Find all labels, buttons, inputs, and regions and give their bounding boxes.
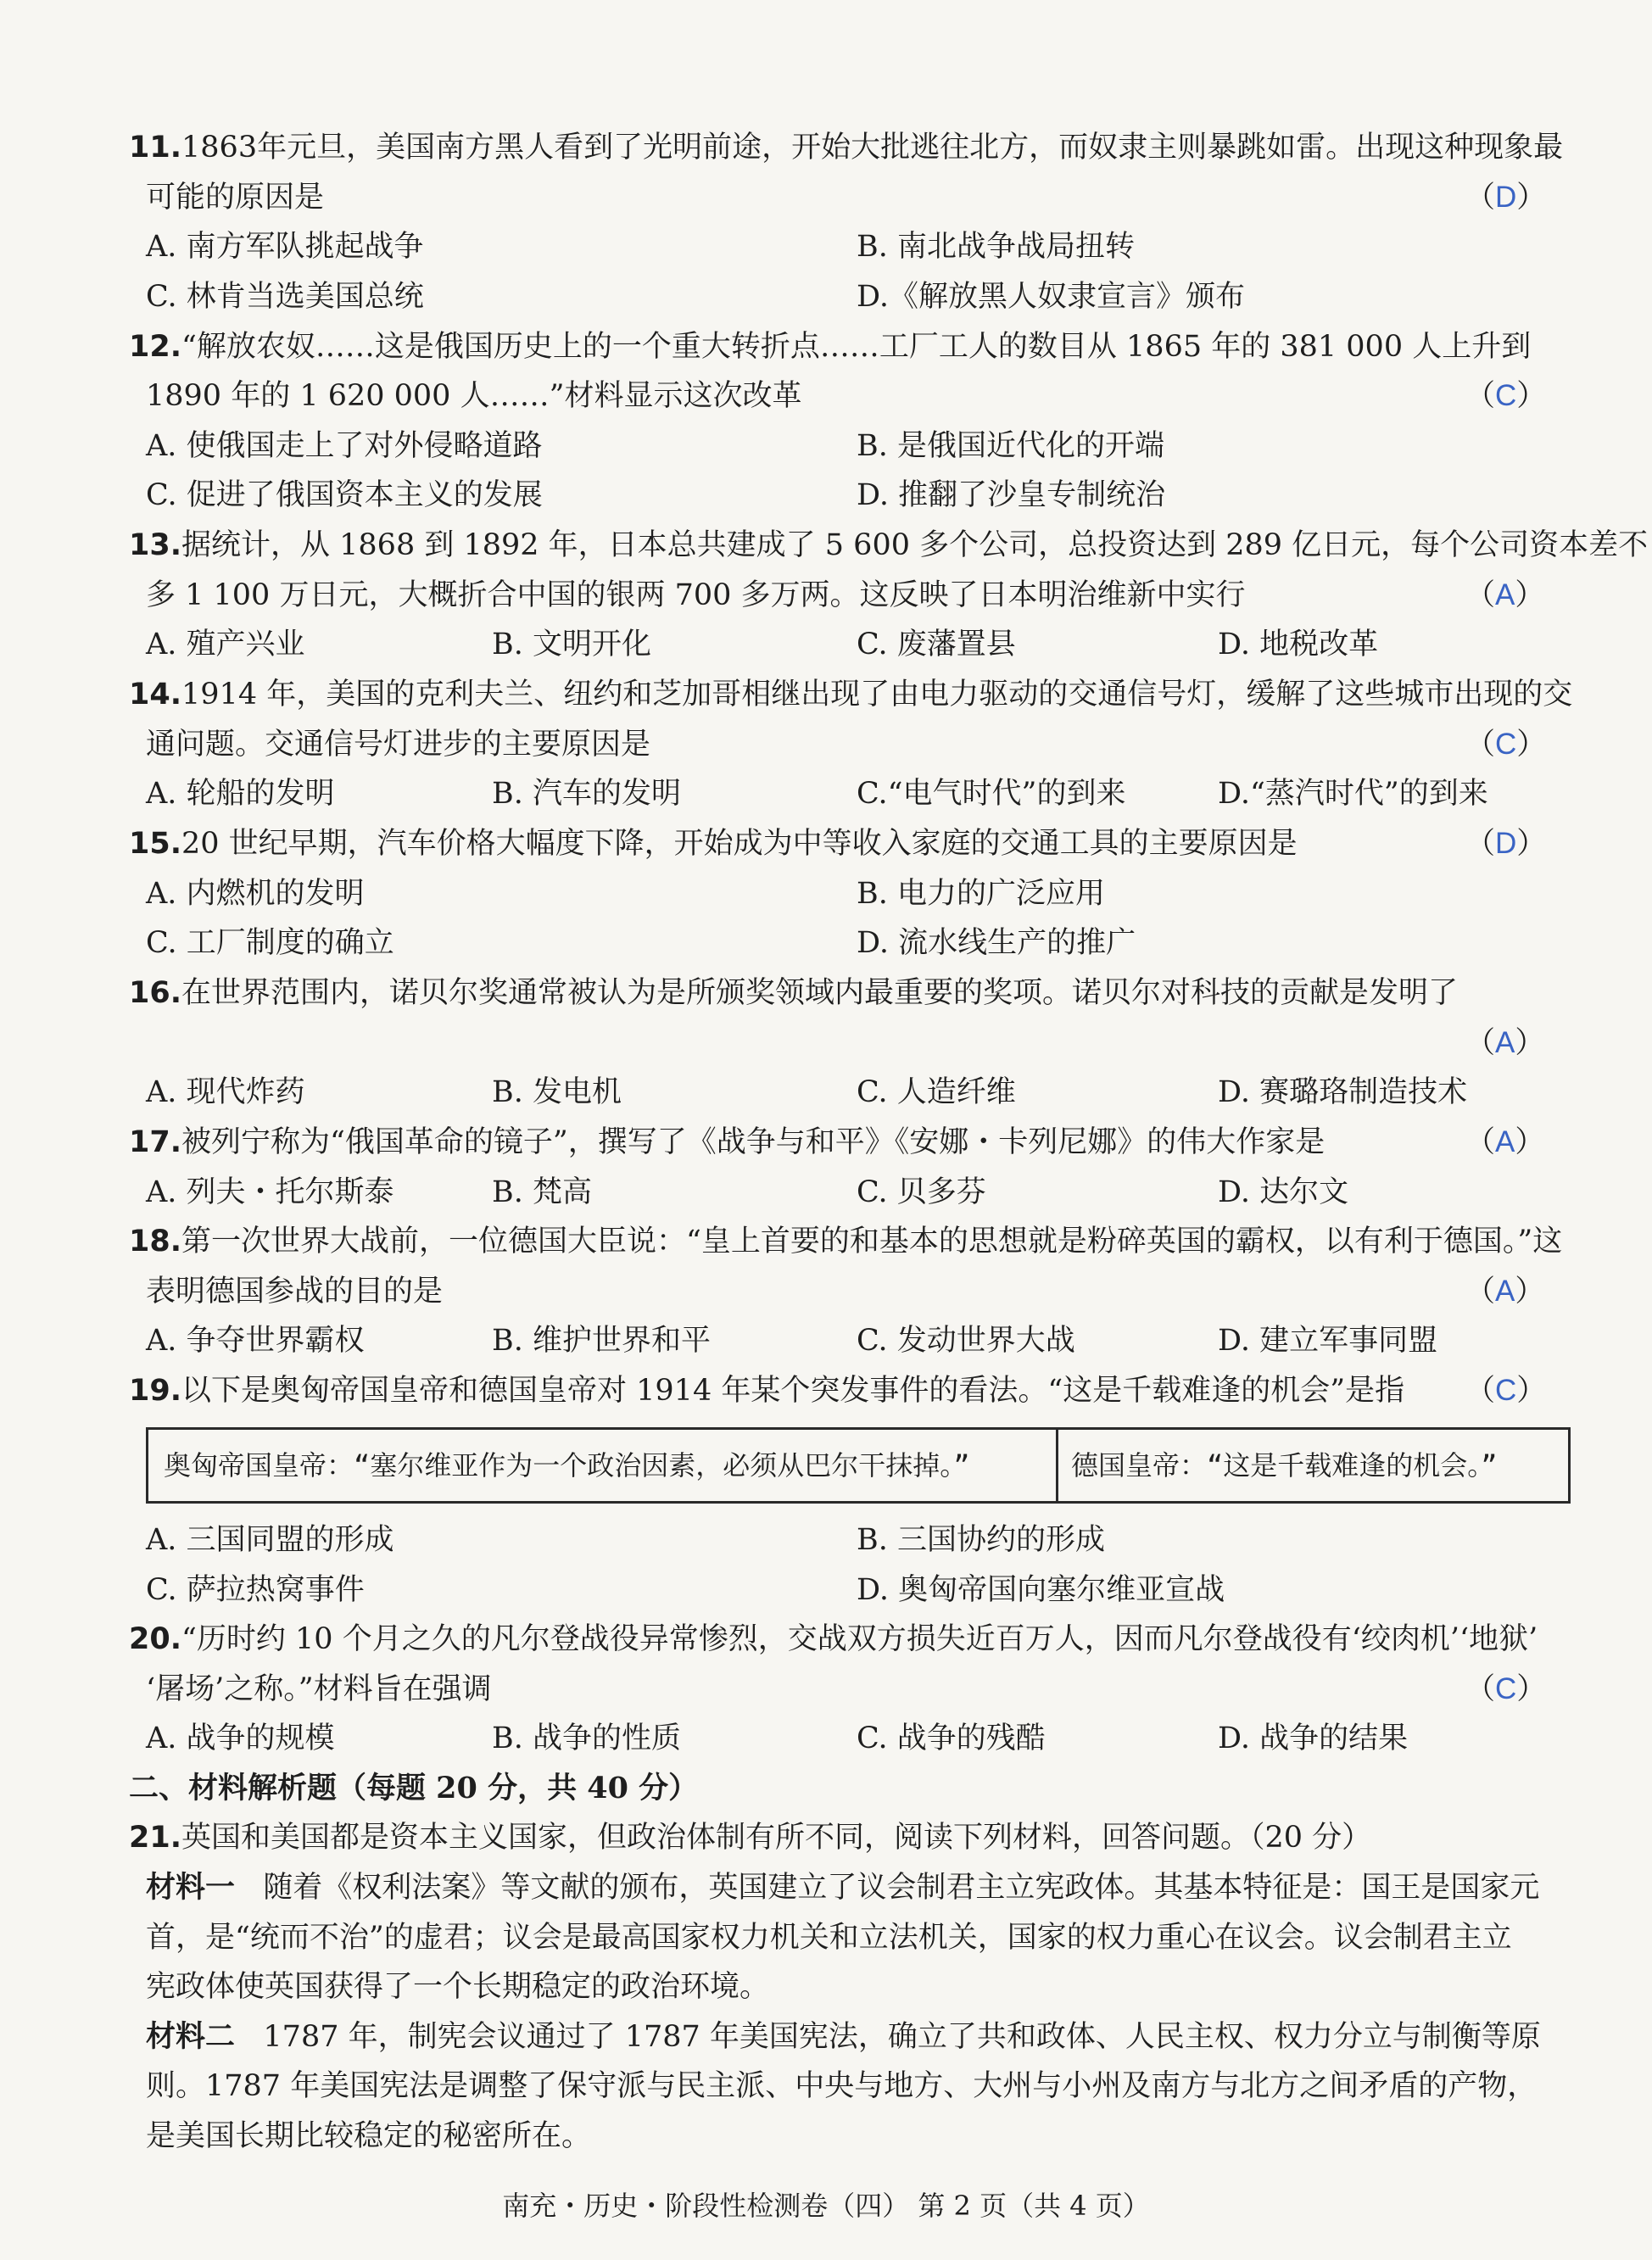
question-13-answer: （A）: [1465, 578, 1545, 612]
option: B. 维护世界和平: [492, 1324, 711, 1358]
option: B. 汽车的发明: [492, 777, 681, 811]
question-14-line-1: 14.1914 年，美国的克利夫兰、纽约和芝加哥相继出现了由电力驱动的交通信号灯，缓解了这些城市出现的交: [129, 678, 1573, 711]
question-15-line-1: 15.20 世纪早期，汽车价格大幅度下降，开始成为中等收入家庭的交通工具的主要原因是: [129, 827, 1298, 861]
question-13-line-2: 多 1 100 万日元，大概折合中国的银两 700 多万两。这反映了日本明治维新中实行: [146, 578, 1246, 612]
option: D. 推翻了沙皇专制统治: [857, 478, 1166, 512]
option: C. 贝多芬: [857, 1175, 986, 1209]
option: C. 促进了俄国资本主义的发展: [146, 478, 543, 512]
option: D. 建立军事同盟: [1218, 1324, 1438, 1358]
material-2-line-2: 则。1787 年美国宪法是调整了保守派与民主派、中央与地方、大州与小州及南方与北方之间矛盾的产物，: [146, 2069, 1538, 2103]
option: A. 轮船的发明: [146, 777, 335, 811]
quote-divider: [1056, 1430, 1058, 1501]
material-2-line-3: 是美国长期比较稳定的秘密所在。: [146, 2119, 592, 2153]
option: A. 殖产兴业: [146, 628, 305, 661]
option: B. 发电机: [492, 1075, 622, 1109]
question-20-line-2: ‘屠场’之称。”材料旨在强调: [146, 1672, 492, 1706]
question-16-line-1: 16.在世界范围内，诺贝尔奖通常被认为是所颁奖领域内最重要的奖项。诺贝尔对科技的贡献是发明了: [129, 976, 1459, 1010]
question-13-line-1: 13.据统计，从 1868 到 1892 年，日本总共建成了 5 600 多个公司，总投资达到 289 亿日元，每个公司资本差不: [129, 528, 1649, 562]
option: C. 废藩置县: [857, 628, 1016, 661]
option: C. 萨拉热窝事件: [146, 1573, 365, 1607]
option: B. 文明开化: [492, 628, 651, 661]
material-1-line-1: 材料一 随着《权利法案》等文献的颁布，英国建立了议会制君主立宪政体。其基本特征是：国王是国家元: [146, 1870, 1540, 1905]
question-20-answer: （C）: [1465, 1672, 1547, 1706]
option: C. 林肯当选美国总统: [146, 280, 424, 314]
question-17-line-1: 17.被列宁称为“俄国革命的镜子”，撰写了《战争与和平》《安娜・卡列尼娜》的伟大作家是: [129, 1125, 1326, 1159]
option: D. 地税改革: [1218, 628, 1379, 661]
question-19-answer: （C）: [1465, 1374, 1547, 1408]
option: C. 发动世界大战: [857, 1324, 1075, 1358]
question-11-answer: （D）: [1465, 181, 1547, 215]
option: D. 流水线生产的推广: [857, 926, 1136, 960]
option: B. 是俄国近代化的开端: [857, 429, 1164, 463]
question-16-answer: （A）: [1465, 1026, 1545, 1060]
option: D. 达尔文: [1218, 1175, 1349, 1209]
material-1-line-2: 首，是“统而不治”的虚君；议会是最高国家权力机关和立法机关，国家的权力重心在议会。议会制君主立: [146, 1921, 1512, 1955]
question-14-answer: （C）: [1465, 728, 1547, 762]
option: C. 人造纤维: [857, 1075, 1016, 1109]
option: C. 战争的残酷: [857, 1722, 1046, 1755]
page-footer: 南充・历史・阶段性检测卷（四） 第 2 页（共 4 页）: [502, 2190, 1150, 2222]
question-12-line-1: 12.“解放农奴……这是俄国历史上的一个重大转折点……工厂工人的数目从 1865 年的 381 000 人上升到: [129, 330, 1532, 364]
question-18-line-1: 18.第一次世界大战前，一位德国大臣说：“皇上首要的和基本的思想就是粉碎英国的霸权，以有利于德国。”这: [129, 1225, 1563, 1258]
option: A. 三国同盟的形成: [146, 1523, 394, 1557]
section-2-title: 二、材料解析题（每题 20 分，共 40 分）: [129, 1771, 699, 1805]
question-11-line-1: 11.1863年元旦，美国南方黑人看到了光明前途，开始大批逃往北方，而奴隶主则暴跳如雷。出现这种现象最: [129, 131, 1564, 165]
option: A. 使俄国走上了对外侵略道路: [146, 429, 543, 463]
option: B. 电力的广泛应用: [857, 877, 1105, 911]
question-18-line-2: 表明德国参战的目的是: [146, 1275, 444, 1309]
option: A. 战争的规模: [146, 1722, 335, 1755]
option: C. 工厂制度的确立: [146, 926, 394, 960]
material-1-line-3: 宪政体使英国获得了一个长期稳定的政治环境。: [146, 1970, 770, 2004]
question-19-line-1: 19.以下是奥匈帝国皇帝和德国皇帝对 1914 年某个突发事件的看法。“这是千载难逢的机会”是指: [129, 1374, 1405, 1408]
quote-table: [146, 1427, 1571, 1504]
quote-austria-hungary: 奥匈帝国皇帝：“塞尔维亚作为一个政治因素，必须从巴尔干抹掉。”: [164, 1449, 970, 1482]
question-12-line-2: 1890 年的 1 620 000 人……”材料显示这次改革: [146, 379, 802, 413]
option: D. 奥匈帝国向塞尔维亚宣战: [857, 1573, 1225, 1607]
option: B. 梵高: [492, 1175, 592, 1209]
option: D. 战争的结果: [1218, 1722, 1409, 1755]
quote-germany: 德国皇帝：“这是千载难逢的机会。”: [1071, 1449, 1498, 1482]
material-2-label: 材料二: [146, 2019, 236, 2054]
option: B. 战争的性质: [492, 1722, 681, 1755]
option: A. 争夺世界霸权: [146, 1324, 365, 1358]
option: A. 列夫・托尔斯泰: [146, 1175, 394, 1209]
material-2-line-1: 材料二 1787 年，制宪会议通过了 1787 年美国宪法，确立了共和政体、人民主权、权力分立与制衡等原: [146, 2019, 1541, 2054]
option: A. 现代炸药: [146, 1075, 305, 1109]
question-11-line-2: 可能的原因是: [146, 181, 325, 215]
option: B. 南北战争战局扭转: [857, 230, 1135, 264]
material-1-label: 材料一: [146, 1870, 236, 1905]
option: D.“蒸汽时代”的到来: [1218, 777, 1488, 811]
question-17-answer: （A）: [1465, 1125, 1545, 1159]
question-14-line-2: 通问题。交通信号灯进步的主要原因是: [146, 728, 651, 762]
option: B. 三国协约的形成: [857, 1523, 1105, 1557]
question-12-answer: （C）: [1465, 379, 1547, 413]
option: A. 南方军队挑起战争: [146, 230, 424, 264]
option: D.《解放黑人奴隶宣言》颁布: [857, 280, 1245, 314]
question-18-answer: （A）: [1465, 1275, 1545, 1309]
option: D. 赛璐珞制造技术: [1218, 1075, 1468, 1109]
question-20-line-1: 20.“历时约 10 个月之久的凡尔登战役异常惨烈，交战双方损失近百万人，因而凡尔登战役有‘绞肉机’‘地狱’: [129, 1622, 1538, 1656]
question-15-answer: （D）: [1465, 827, 1547, 861]
option: C.“电气时代”的到来: [857, 777, 1126, 811]
option: A. 内燃机的发明: [146, 877, 365, 911]
question-21-line-1: 21.英国和美国都是资本主义国家，但政治体制有所不同，阅读下列材料，回答问题。（20 分）: [129, 1821, 1372, 1855]
